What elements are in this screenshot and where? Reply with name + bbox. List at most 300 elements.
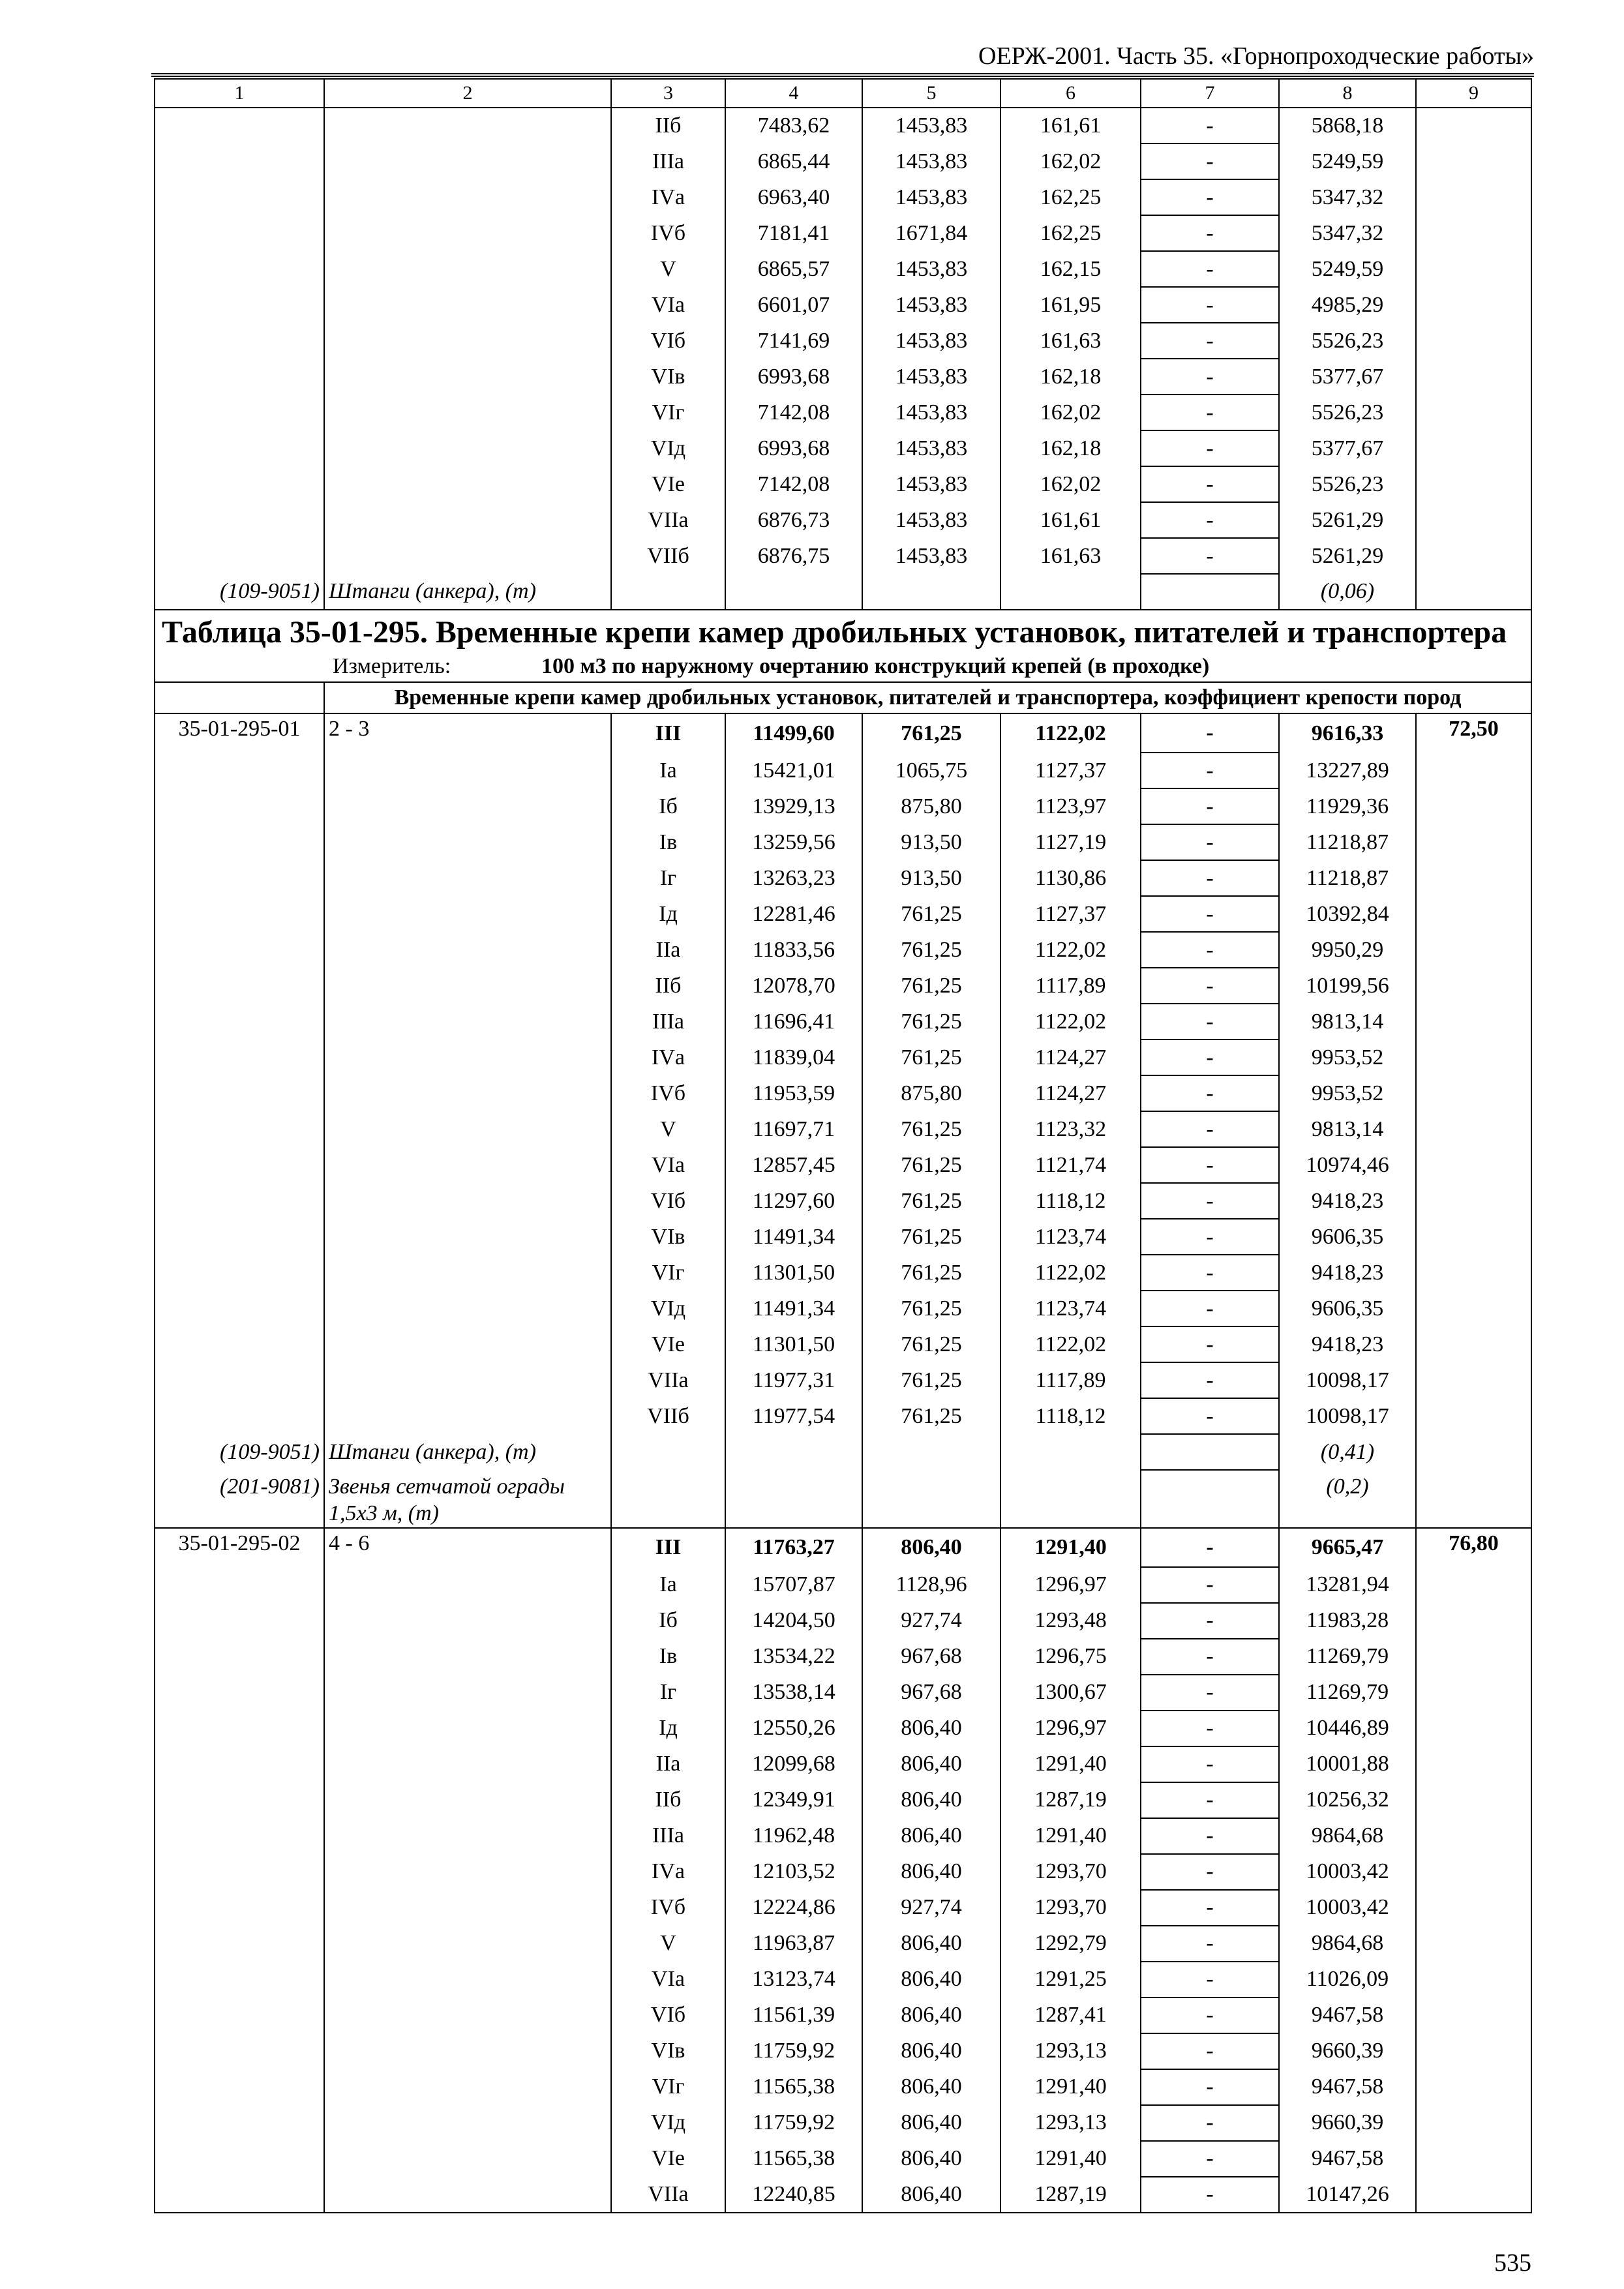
- value-cell: -: [1141, 932, 1279, 968]
- table-row: [155, 215, 1531, 251]
- value-cell: 10446,89: [1279, 1711, 1416, 1746]
- value-cell: -: [1141, 824, 1279, 860]
- value-cell: 11561,39: [725, 1997, 862, 2033]
- code-cell: [155, 1675, 324, 1711]
- value-cell: 761,25: [862, 1362, 1000, 1398]
- value-cell: 12240,85: [725, 2177, 862, 2213]
- value-cell: -: [1141, 430, 1279, 466]
- value-cell: 806,40: [862, 1528, 1000, 1567]
- value-cell: 5347,32: [1279, 179, 1416, 215]
- labor-cell: [1416, 1470, 1531, 1528]
- column-number: 4: [725, 79, 862, 108]
- value-cell: -: [1141, 1398, 1279, 1434]
- value-cell: -: [1141, 359, 1279, 395]
- page-header: [151, 38, 1534, 77]
- value-cell: 806,40: [862, 2033, 1000, 2069]
- value-cell: -: [1141, 1326, 1279, 1362]
- value-cell: 5377,67: [1279, 430, 1416, 466]
- name-cell: [324, 323, 611, 359]
- rock-category-cell: VIб: [611, 323, 725, 359]
- table-row: [155, 1926, 1531, 1962]
- value-cell: 11565,38: [725, 2141, 862, 2177]
- rock-category-cell: VIд: [611, 430, 725, 466]
- labor-cell: [1416, 359, 1531, 395]
- name-cell: [324, 1326, 611, 1362]
- code-cell: [155, 1075, 324, 1111]
- value-cell: 10256,32: [1279, 1782, 1416, 1818]
- code-cell: [155, 1854, 324, 1890]
- labor-cell: [1416, 287, 1531, 323]
- name-cell: [324, 932, 611, 968]
- code-cell: [155, 1398, 324, 1434]
- resource-row: [155, 1470, 1531, 1528]
- value-cell: 11962,48: [725, 1818, 862, 1854]
- value-cell: 11833,56: [725, 932, 862, 968]
- value-cell: 761,25: [862, 1147, 1000, 1183]
- code-cell: [155, 179, 324, 215]
- rock-category-cell: IVа: [611, 1040, 725, 1075]
- value-cell: 11759,92: [725, 2105, 862, 2141]
- value-cell: 1128,96: [862, 1567, 1000, 1603]
- meter-label: Измеритель:: [333, 654, 451, 679]
- rock-category-cell: V: [611, 1926, 725, 1962]
- value-cell: 4985,29: [1279, 287, 1416, 323]
- value-cell: -: [1141, 2069, 1279, 2105]
- labor-cell: [1416, 860, 1531, 896]
- value-cell: 1453,83: [862, 287, 1000, 323]
- code-cell: [155, 466, 324, 502]
- resource-qty: (0,06): [1279, 574, 1416, 610]
- value-cell: -: [1141, 143, 1279, 179]
- rock-category-cell: VIе: [611, 2141, 725, 2177]
- rock-category-cell: VIа: [611, 287, 725, 323]
- table-row: [155, 1219, 1531, 1255]
- value-cell: 1453,83: [862, 502, 1000, 538]
- page-number: 535: [1494, 2249, 1531, 2277]
- labor-cell: [1416, 1675, 1531, 1711]
- value-cell: 11026,09: [1279, 1962, 1416, 1997]
- value-cell: -: [1141, 1291, 1279, 1326]
- table-row: [155, 1398, 1531, 1434]
- table-row: [155, 395, 1531, 430]
- value-cell: 11763,27: [725, 1528, 862, 1567]
- value-cell: 806,40: [862, 1746, 1000, 1782]
- value-cell: -: [1141, 1219, 1279, 1255]
- value-cell: 1291,25: [1000, 1962, 1141, 1997]
- value-cell: 761,25: [862, 896, 1000, 932]
- value-cell: 1287,19: [1000, 1782, 1141, 1818]
- code-cell: [155, 968, 324, 1004]
- code-cell: [155, 323, 324, 359]
- value-cell: 11759,92: [725, 2033, 862, 2069]
- code-cell: [155, 932, 324, 968]
- value-cell: 162,02: [1000, 143, 1141, 179]
- value-cell: 1122,02: [1000, 1326, 1141, 1362]
- meter-line: [162, 655, 1524, 678]
- code-cell: [155, 1040, 324, 1075]
- name-cell: [324, 538, 611, 574]
- value-cell: 5526,23: [1279, 466, 1416, 502]
- value-cell: 1291,40: [1000, 1818, 1141, 1854]
- table-row: [155, 143, 1531, 179]
- resource-row: [155, 574, 1531, 610]
- value-cell: 1291,40: [1000, 1746, 1141, 1782]
- value-cell: -: [1141, 2105, 1279, 2141]
- code-cell: [155, 1746, 324, 1782]
- rock-category-cell: VIд: [611, 1291, 725, 1326]
- labor-cell: [1416, 1183, 1531, 1219]
- name-cell: [324, 215, 611, 251]
- value-cell: 15421,01: [725, 753, 862, 788]
- rates-table: [154, 78, 1532, 2213]
- value-cell: 9665,47: [1279, 1528, 1416, 1567]
- value-cell: 1117,89: [1000, 1362, 1141, 1398]
- rock-category-cell: III: [611, 713, 725, 753]
- value-cell: 12349,91: [725, 1782, 862, 1818]
- resource-name: Звенья сетчатой ограды 1,5х3 м, (т): [324, 1470, 611, 1528]
- column-number: 8: [1279, 79, 1416, 108]
- labor-cell: [1416, 1997, 1531, 2033]
- value-cell: -: [1141, 1711, 1279, 1746]
- section-title: Таблица 35-01-295. Временные крепи камер дробильных установок, питателей и транспортера: [162, 615, 1507, 650]
- value-cell: -: [1141, 323, 1279, 359]
- labor-cell: [1416, 1818, 1531, 1854]
- labor-cell: [1416, 1326, 1531, 1362]
- empty-cell: [725, 1434, 862, 1470]
- labor-cell: [1416, 932, 1531, 968]
- value-cell: 10001,88: [1279, 1746, 1416, 1782]
- value-cell: -: [1141, 395, 1279, 430]
- labor-cell: [1416, 466, 1531, 502]
- column-number: 5: [862, 79, 1000, 108]
- value-cell: -: [1141, 215, 1279, 251]
- table-row: [155, 179, 1531, 215]
- value-cell: 13929,13: [725, 788, 862, 824]
- value-cell: 1453,83: [862, 251, 1000, 287]
- value-cell: 761,25: [862, 1004, 1000, 1040]
- value-cell: 12103,52: [725, 1854, 862, 1890]
- value-cell: 10098,17: [1279, 1398, 1416, 1434]
- rock-category-cell: VIг: [611, 395, 725, 430]
- value-cell: 12099,68: [725, 1746, 862, 1782]
- resource-code: (201-9081): [155, 1470, 324, 1528]
- rock-category-cell: V: [611, 251, 725, 287]
- resource-qty: (0,2): [1279, 1470, 1416, 1528]
- table-row: [155, 1183, 1531, 1219]
- name-cell: [324, 1040, 611, 1075]
- section-subheader: Временные крепи камер дробильных установок, питателей и транспортера, коэффициент крепости пород: [324, 682, 1531, 713]
- rock-category-cell: VIв: [611, 359, 725, 395]
- name-cell: [324, 1639, 611, 1675]
- value-cell: 1293,48: [1000, 1603, 1141, 1639]
- value-cell: 12857,45: [725, 1147, 862, 1183]
- labor-cell: [1416, 395, 1531, 430]
- table-row: [155, 1890, 1531, 1926]
- table-row: [155, 466, 1531, 502]
- table-row: [155, 1603, 1531, 1639]
- rock-category-cell: VIв: [611, 1219, 725, 1255]
- resource-code: (109-9051): [155, 1434, 324, 1470]
- value-cell: 15707,87: [725, 1567, 862, 1603]
- value-cell: 9660,39: [1279, 2105, 1416, 2141]
- table-row: [155, 1075, 1531, 1111]
- value-cell: 6865,57: [725, 251, 862, 287]
- table-row: [155, 287, 1531, 323]
- table-row: [155, 932, 1531, 968]
- value-cell: -: [1141, 1111, 1279, 1147]
- table-row: [155, 1291, 1531, 1326]
- value-cell: 162,18: [1000, 430, 1141, 466]
- value-cell: -: [1141, 896, 1279, 932]
- value-cell: 11963,87: [725, 1926, 862, 1962]
- rock-category-cell: Iа: [611, 753, 725, 788]
- value-cell: 967,68: [862, 1675, 1000, 1711]
- rock-category-cell: Iб: [611, 788, 725, 824]
- labor-cell: [1416, 1962, 1531, 1997]
- table-row: [155, 860, 1531, 896]
- table-row: [155, 323, 1531, 359]
- code-cell: [155, 1147, 324, 1183]
- code-cell: [155, 359, 324, 395]
- value-cell: 1296,75: [1000, 1639, 1141, 1675]
- value-cell: 1118,12: [1000, 1398, 1141, 1434]
- table-row: [155, 1147, 1531, 1183]
- value-cell: 5377,67: [1279, 359, 1416, 395]
- labor-cell: [1416, 824, 1531, 860]
- value-cell: 6963,40: [725, 179, 862, 215]
- table-row: [155, 359, 1531, 395]
- value-cell: 761,25: [862, 1219, 1000, 1255]
- rock-category-cell: Iб: [611, 1603, 725, 1639]
- resource-code: (109-9051): [155, 574, 324, 610]
- name-cell: [324, 287, 611, 323]
- empty-cell: [862, 574, 1000, 610]
- code-cell: [155, 1255, 324, 1291]
- value-cell: 5868,18: [1279, 108, 1416, 143]
- value-cell: 7142,08: [725, 395, 862, 430]
- value-cell: 6993,68: [725, 359, 862, 395]
- labor-cell: [1416, 2177, 1531, 2213]
- value-cell: 1287,41: [1000, 1997, 1141, 2033]
- name-cell: [324, 2069, 611, 2105]
- value-cell: 1296,97: [1000, 1567, 1141, 1603]
- value-cell: -: [1141, 1890, 1279, 1926]
- value-cell: 7181,41: [725, 215, 862, 251]
- value-cell: -: [1141, 968, 1279, 1004]
- value-cell: 1453,83: [862, 430, 1000, 466]
- labor-cell: [1416, 1926, 1531, 1962]
- name-cell: [324, 788, 611, 824]
- rock-category-cell: IIа: [611, 932, 725, 968]
- rock-category-cell: VIг: [611, 2069, 725, 2105]
- name-cell: [324, 1004, 611, 1040]
- code-cell: [155, 824, 324, 860]
- code-cell: [155, 215, 324, 251]
- value-cell: 9813,14: [1279, 1004, 1416, 1040]
- value-cell: 806,40: [862, 1818, 1000, 1854]
- rock-category-cell: IVб: [611, 215, 725, 251]
- name-cell: [324, 502, 611, 538]
- empty-cell: [1000, 574, 1141, 610]
- labor-cell: [1416, 2105, 1531, 2141]
- value-cell: 875,80: [862, 1075, 1000, 1111]
- labor-cell: [1416, 1746, 1531, 1782]
- value-cell: 761,25: [862, 1040, 1000, 1075]
- labor-cell: [1416, 896, 1531, 932]
- value-cell: -: [1141, 1997, 1279, 2033]
- value-cell: -: [1141, 2177, 1279, 2213]
- value-cell: 1453,83: [862, 143, 1000, 179]
- value-cell: 5261,29: [1279, 502, 1416, 538]
- rock-category-cell: VIIб: [611, 538, 725, 574]
- value-cell: 11218,87: [1279, 860, 1416, 896]
- value-cell: 5347,32: [1279, 215, 1416, 251]
- name-cell: [324, 1075, 611, 1111]
- value-cell: -: [1141, 2033, 1279, 2069]
- value-cell: 13227,89: [1279, 753, 1416, 788]
- code-cell: [155, 287, 324, 323]
- column-number-row: [155, 79, 1531, 108]
- value-cell: 806,40: [862, 1711, 1000, 1746]
- table-row: [155, 1997, 1531, 2033]
- value-cell: 806,40: [862, 1962, 1000, 1997]
- value-cell: 9864,68: [1279, 1926, 1416, 1962]
- name-cell: [324, 824, 611, 860]
- code-cell: [155, 1962, 324, 1997]
- rock-category-cell: VIIб: [611, 1398, 725, 1434]
- value-cell: -: [1141, 1675, 1279, 1711]
- value-cell: 11269,79: [1279, 1639, 1416, 1675]
- value-cell: 1122,02: [1000, 713, 1141, 753]
- labor-cell: [1416, 179, 1531, 215]
- name-cell: [324, 1997, 611, 2033]
- rock-category-cell: Iв: [611, 824, 725, 860]
- value-cell: 162,02: [1000, 466, 1141, 502]
- name-cell: [324, 1183, 611, 1219]
- table-row: [155, 1567, 1531, 1603]
- name-cell: [324, 1147, 611, 1183]
- value-cell: 761,25: [862, 1255, 1000, 1291]
- rock-category-cell: III: [611, 1528, 725, 1567]
- value-cell: 9953,52: [1279, 1040, 1416, 1075]
- labor-cell: [1416, 1567, 1531, 1603]
- value-cell: 11839,04: [725, 1040, 862, 1075]
- empty-cell: [1141, 1470, 1279, 1528]
- empty-cell: [1000, 1434, 1141, 1470]
- rock-category-cell: VIг: [611, 1255, 725, 1291]
- code-cell: [155, 2105, 324, 2141]
- value-cell: 1453,83: [862, 108, 1000, 143]
- code-cell: [155, 1603, 324, 1639]
- value-cell: 1291,40: [1000, 2069, 1141, 2105]
- value-cell: 1453,83: [862, 538, 1000, 574]
- column-number: 9: [1416, 79, 1531, 108]
- meter-value: 100 м3 по наружному очертанию конструкций крепей (в проходке): [541, 654, 1210, 679]
- labor-cell: [1416, 2033, 1531, 2069]
- value-cell: 1117,89: [1000, 968, 1141, 1004]
- resource-qty: (0,41): [1279, 1434, 1416, 1470]
- labor-cell: [1416, 1603, 1531, 1639]
- item-code: 35-01-295-02: [155, 1528, 324, 1567]
- subheader-row: [155, 682, 1531, 713]
- value-cell: 9864,68: [1279, 1818, 1416, 1854]
- value-cell: 9467,58: [1279, 1997, 1416, 2033]
- value-cell: 9813,14: [1279, 1111, 1416, 1147]
- labor-cell: [1416, 788, 1531, 824]
- value-cell: 11983,28: [1279, 1603, 1416, 1639]
- header-rule: [151, 76, 1534, 77]
- labor-cell: [1416, 502, 1531, 538]
- value-cell: 161,63: [1000, 538, 1141, 574]
- table-row: [155, 896, 1531, 932]
- value-cell: 9950,29: [1279, 932, 1416, 968]
- value-cell: 806,40: [862, 2069, 1000, 2105]
- value-cell: -: [1141, 251, 1279, 287]
- value-cell: 161,63: [1000, 323, 1141, 359]
- labor-cell: [1416, 1040, 1531, 1075]
- name-cell: [324, 860, 611, 896]
- table-row: [155, 1040, 1531, 1075]
- value-cell: 1291,40: [1000, 2141, 1141, 2177]
- value-cell: 806,40: [862, 2105, 1000, 2141]
- rock-category-cell: IIб: [611, 968, 725, 1004]
- name-cell: [324, 1746, 611, 1782]
- value-cell: 161,95: [1000, 287, 1141, 323]
- table-row: [155, 1782, 1531, 1818]
- code-cell: [155, 1818, 324, 1854]
- value-cell: 806,40: [862, 1926, 1000, 1962]
- value-cell: 1300,67: [1000, 1675, 1141, 1711]
- rock-category-cell: VIд: [611, 2105, 725, 2141]
- value-cell: 10974,46: [1279, 1147, 1416, 1183]
- value-cell: -: [1141, 108, 1279, 143]
- table-row: [155, 2141, 1531, 2177]
- rock-category-cell: VIIа: [611, 502, 725, 538]
- value-cell: -: [1141, 1603, 1279, 1639]
- name-cell: [324, 2033, 611, 2069]
- labor-cell: [1416, 1398, 1531, 1434]
- value-cell: 761,25: [862, 713, 1000, 753]
- name-cell: [324, 108, 611, 143]
- value-cell: 761,25: [862, 968, 1000, 1004]
- table-row: [155, 2069, 1531, 2105]
- value-cell: 913,50: [862, 824, 1000, 860]
- value-cell: 161,61: [1000, 108, 1141, 143]
- name-cell: [324, 359, 611, 395]
- value-cell: 9606,35: [1279, 1291, 1416, 1326]
- name-cell: [324, 143, 611, 179]
- document-title: ОЕРЖ-2001. Часть 35. «Горнопроходческие работы»: [978, 42, 1534, 70]
- value-cell: 9616,33: [1279, 713, 1416, 753]
- value-cell: 5249,59: [1279, 143, 1416, 179]
- rock-category-cell: Iг: [611, 1675, 725, 1711]
- name-cell: [324, 2141, 611, 2177]
- code-cell: [155, 1997, 324, 2033]
- value-cell: 10003,42: [1279, 1854, 1416, 1890]
- table-row: [155, 1004, 1531, 1040]
- name-cell: [324, 430, 611, 466]
- table-row: [155, 1362, 1531, 1398]
- labor-cell: [1416, 108, 1531, 143]
- value-cell: -: [1141, 1362, 1279, 1398]
- code-cell: [155, 1782, 324, 1818]
- item-code: 35-01-295-01: [155, 713, 324, 753]
- value-cell: 806,40: [862, 2177, 1000, 2213]
- value-cell: 9660,39: [1279, 2033, 1416, 2069]
- labor-cell: [1416, 574, 1531, 610]
- labor-cell: [1416, 323, 1531, 359]
- rock-category-cell: IIIа: [611, 1004, 725, 1040]
